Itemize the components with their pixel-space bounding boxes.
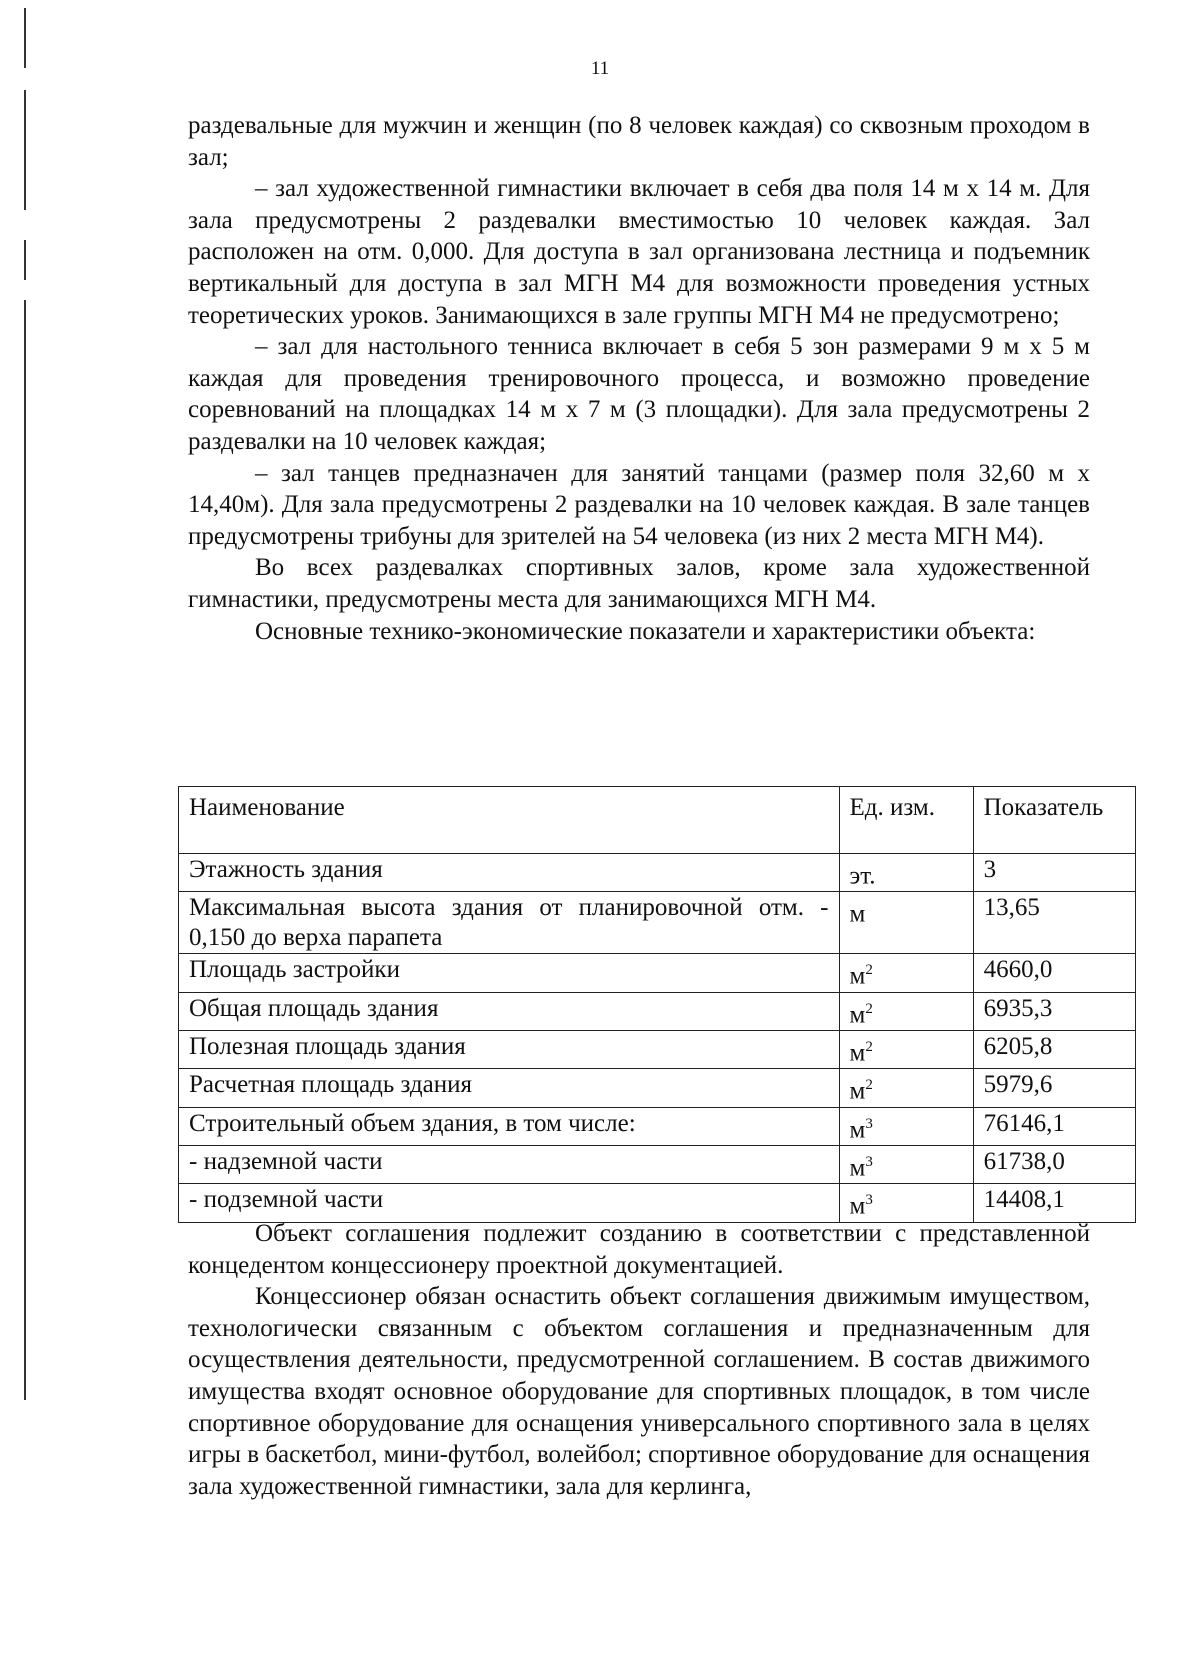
cell-name: Площадь застройки (179, 954, 840, 992)
paragraph: Концессионер обязан оснастить объект соглашения движимым имуществом, технологически связанным с объектом соглашения и предназначенным для осуществления деятельности, предусмотренной соглашением. В состав движимого имущества входят основное оборудование для спортивных площадок, в том числе спортивное оборудование для оснащения универсального спортивного зала в целях игры в баскетбол, мини-футбол, волейбол; спортивное оборудование для оснащения зала художественной гимнастики, зала для керлинга, (188, 1283, 1090, 1500)
table-header-row (179, 787, 1136, 854)
table-row (179, 1145, 1136, 1183)
unit-text: м (849, 1039, 866, 1067)
unit-text: м (849, 1115, 866, 1143)
table-row (179, 1030, 1136, 1068)
cell-name: Общая площадь здания (179, 992, 840, 1030)
cell-value: 6935,3 (973, 992, 1135, 1030)
cell-unit (839, 892, 973, 954)
cell-name: - надземной части (179, 1145, 840, 1183)
cell-value: 5979,6 (973, 1069, 1135, 1107)
cell-unit (839, 1069, 973, 1107)
cell-value: 3 (973, 854, 1135, 892)
cell-value: 14408,1 (973, 1184, 1135, 1222)
cell-value: 4660,0 (973, 954, 1135, 992)
unit-exponent: 3 (865, 1153, 873, 1170)
cell-unit (839, 954, 973, 992)
paragraph: Основные технико-экономические показатели и характеристики объекта: (255, 617, 1036, 645)
unit-text: м (849, 1154, 866, 1182)
paragraph: – зал танцев предназначен для занятий танцами (размер поля 32,60 м х 14,40м). Для зала предусмотрены 2 раздевалки на 10 человек каждая. В зале танцев предусмотрены трибуны для зрителей на 54 человека (из них 2 места МГН М4). (188, 459, 1090, 550)
cell-name: Расчетная площадь здания (179, 1069, 840, 1107)
paragraph: раздевальные для мужчин и женщин (по 8 человек каждая) со сквозным проходом в зал; (188, 112, 1090, 171)
cell-unit (839, 854, 973, 892)
paragraph: Во всех раздевалках спортивных залов, кроме зала художественной гимнастики, предусмотрены места для занимающихся МГН М4. (188, 554, 1090, 613)
document-body-top (188, 110, 1090, 647)
unit-exponent: 2 (865, 1038, 873, 1055)
unit-exponent: 3 (865, 1115, 873, 1132)
scan-margin-mark (24, 240, 26, 280)
unit-exponent: 3 (865, 1192, 873, 1209)
cell-name: Строительный объем здания, в том числе: (179, 1107, 840, 1145)
unit-text: м (849, 900, 866, 928)
cell-value: 76146,1 (973, 1107, 1135, 1145)
paragraph: Объект соглашения подлежит созданию в соответствии с представленной концедентом концессионеру проектной документацией. (188, 1220, 1090, 1279)
paragraph: – зал для настольного тенниса включает в себя 5 зон размерами 9 м х 5 м каждая для проведения тренировочного процесса, и возможно проведение соревнований на площадках 14 м х 7 м (3 площадки). Для зала предусмотрены 2 раздевалки на 10 человек каждая; (188, 333, 1090, 455)
unit-exponent: 2 (865, 1000, 873, 1017)
header-name: Наименование (179, 787, 840, 854)
table-row (179, 1107, 1136, 1145)
unit-text: м (849, 1192, 866, 1220)
indicators-table (178, 786, 1136, 1223)
page-number: 11 (590, 58, 610, 79)
document-body-bottom (188, 1218, 1090, 1502)
cell-unit (839, 1184, 973, 1222)
cell-value: 6205,8 (973, 1030, 1135, 1068)
cell-unit (839, 1145, 973, 1183)
cell-value: 61738,0 (973, 1145, 1135, 1183)
scan-margin-mark (24, 300, 26, 1400)
table-row (179, 1069, 1136, 1107)
header-value: Показатель (973, 787, 1135, 854)
cell-name: Полезная площадь здания (179, 1030, 840, 1068)
unit-exponent: 2 (865, 962, 873, 979)
paragraph: – зал художественной гимнастики включает в себя два поля 14 м х 14 м. Для зала предусмотрены 2 раздевалки вместимостью 10 человек каждая. Зал расположен на отм. 0,000. Для доступа в зал организована лестница и подъемник вертикальный для доступа в зал МГН М4 для возможности проведения устных теоретических уроков. Занимающихся в зале группы МГН М4 не предусмотрено; (188, 175, 1090, 329)
unit-exponent: 2 (865, 1077, 873, 1094)
table-row (179, 1184, 1136, 1222)
header-unit: Ед. изм. (839, 787, 973, 854)
unit-text: м (849, 962, 866, 990)
cell-name: Максимальная высота здания от планировочной отм. - 0,150 до верха парапета (179, 892, 840, 954)
table-row (179, 992, 1136, 1030)
scan-margin-mark (24, 90, 26, 210)
table-row (179, 892, 1136, 954)
table-body (179, 854, 1136, 1223)
table-row (179, 954, 1136, 992)
unit-text: м (849, 1000, 866, 1028)
unit-text: м (849, 1077, 866, 1105)
cell-unit (839, 1030, 973, 1068)
cell-unit (839, 1107, 973, 1145)
cell-value: 13,65 (973, 892, 1135, 954)
unit-text: эт. (849, 862, 876, 890)
cell-name: Этажность здания (179, 854, 840, 892)
cell-unit (839, 992, 973, 1030)
table-row (179, 854, 1136, 892)
cell-name: - подземной части (179, 1184, 840, 1222)
